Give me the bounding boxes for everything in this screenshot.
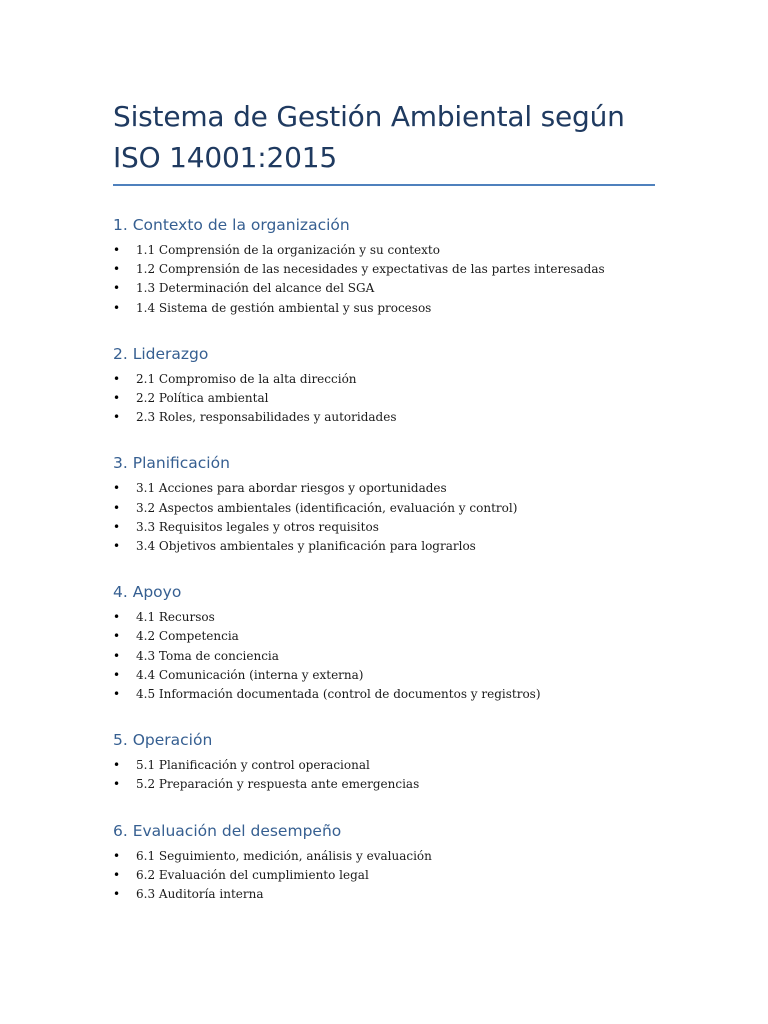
list-item [113,518,655,537]
bullet-list [113,608,655,704]
list-item-text: 6.3 Auditoría interna [136,887,264,902]
bullet-icon: • [113,848,121,863]
section-1 [113,214,655,318]
list-item [113,499,655,518]
list-item-text: 4.1 Recursos [136,610,215,625]
list-item-text: 5.1 Planificación y control operacional [136,758,370,773]
section-heading: 3. Planificación [113,454,230,473]
section-2 [113,343,655,428]
title-underline-divider [113,184,655,186]
list-item [113,885,655,904]
list-item [113,756,655,775]
document-title [113,96,655,178]
bullet-icon: • [113,610,121,625]
list-item [113,847,655,866]
list-item [113,627,655,646]
list-item-text: 5.2 Preparación y respuesta ante emergencias [136,777,420,792]
section-4 [113,581,655,704]
bullet-icon: • [113,519,121,534]
section-3 [113,452,655,556]
list-item [113,241,655,260]
list-item-text: 4.3 Toma de conciencia [136,648,279,663]
bullet-icon: • [113,539,121,554]
section-6 [113,820,655,905]
list-item-text: 1.3 Determinación del alcance del SGA [136,281,375,296]
list-item [113,299,655,318]
bullet-icon: • [113,300,121,315]
bullet-list [113,241,655,318]
document-page [113,0,655,929]
section-heading: 1. Contexto de la organización [113,216,350,234]
bullet-icon: • [113,777,121,792]
list-item [113,389,655,408]
list-item-text: 3.3 Requisitos legales y otros requisitos [136,519,379,534]
bullet-icon: • [113,281,121,296]
list-item [113,370,655,389]
list-item [113,685,655,704]
list-item [113,537,655,556]
list-item-text: 2.3 Roles, responsabilidades y autoridades [136,410,397,425]
list-item-text: 1.4 Sistema de gestión ambiental y sus procesos [136,300,432,315]
section-heading: 4. Apoyo [113,583,182,602]
list-item-text: 3.2 Aspectos ambientales (identificación, evaluación y control) [136,500,518,515]
section-heading: 5. Operación [113,731,213,750]
list-item-text: 4.5 Información documentada (control de documentos y registros) [136,687,541,702]
list-item [113,408,655,427]
list-item [113,260,655,279]
list-item-text: 1.1 Comprensión de la organización y su contexto [136,243,440,257]
document-title-line-2: ISO 14001:2015 [113,141,337,174]
bullet-icon: • [113,500,121,515]
section-5 [113,729,655,794]
list-item-text: 2.2 Política ambiental [136,391,269,406]
list-item-text: 2.1 Compromiso de la alta dirección [136,371,357,386]
bullet-icon: • [113,481,121,496]
bullet-list [113,756,655,794]
bullet-icon: • [113,887,121,902]
section-heading: 6. Evaluación del desempeño [113,821,342,840]
bullet-icon: • [113,410,121,425]
list-item [113,775,655,794]
document-title-line-1: Sistema de Gestión Ambiental según [113,100,625,133]
bullet-icon: • [113,758,121,773]
bullet-icon: • [113,667,121,682]
bullet-list [113,479,655,556]
list-item-text: 6.1 Seguimiento, medición, análisis y evaluación [136,848,432,863]
list-item-text: 3.1 Acciones para abordar riesgos y oportunidades [136,481,447,496]
bullet-icon: • [113,391,121,406]
bullet-list [113,847,655,905]
list-item [113,279,655,298]
bullet-icon: • [113,867,121,882]
bullet-icon: • [113,243,121,257]
bullet-icon: • [113,687,121,702]
bullet-list [113,370,655,428]
bullet-icon: • [113,648,121,663]
bullet-icon: • [113,262,121,277]
list-item-text: 6.2 Evaluación del cumplimiento legal [136,867,369,882]
list-item [113,479,655,498]
bullet-icon: • [113,371,121,386]
list-item [113,866,655,885]
list-item-text: 1.2 Comprensión de las necesidades y expectativas de las partes interesadas [136,262,605,277]
list-item-text: 3.4 Objetivos ambientales y planificación para lograrlos [136,539,476,554]
list-item [113,608,655,627]
list-item [113,647,655,666]
list-item-text: 4.2 Competencia [136,629,239,644]
bullet-icon: • [113,629,121,644]
list-item-text: 4.4 Comunicación (interna y externa) [136,667,364,682]
section-heading: 2. Liderazgo [113,344,209,363]
section-list [113,214,655,904]
list-item [113,666,655,685]
